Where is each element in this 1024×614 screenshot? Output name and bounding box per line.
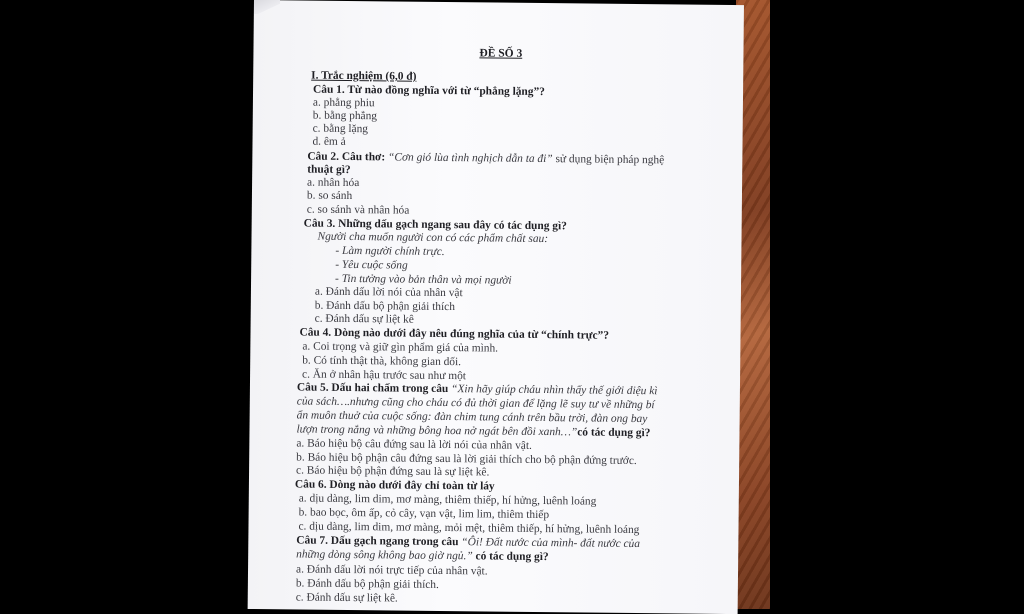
q5-line4-quote: lượn trong nắng và những bông hoa nở ngát bên đồi xanh…” — [296, 423, 578, 439]
question-1: Câu 1. Từ nào đồng nghĩa với từ “phẳng lặng”? — [313, 83, 545, 99]
q1-option-b: b. bằng phẳng — [312, 109, 378, 123]
q5-option-a: a. Báo hiệu bộ câu đứng sau là lời nói của nhân vật. — [296, 437, 532, 452]
question-4: Câu 4. Dòng nào dưới đây nêu đúng nghĩa của từ “chính trực”? — [299, 326, 610, 342]
q7-quote-2: những dòng sông không bao giờ ngủ.” — [296, 548, 473, 563]
q1-option-d: d. êm ả — [312, 135, 346, 148]
q1-option-a: a. phẳng phiu — [312, 96, 375, 110]
q2-option-b: b. so sánh — [306, 189, 353, 203]
q3-option-b: b. Đánh dấu bộ phận giải thích — [314, 299, 455, 314]
q1-option-c: c. bằng lặng — [312, 122, 369, 136]
q4-option-a: a. Coi trọng và giữ gìn phẩm giá của mình. — [302, 340, 499, 355]
paper-content — [248, 0, 744, 614]
q3-intro: Người cha muốn người con có các phẩm chất sau: — [317, 230, 549, 246]
q4-option-b: b. Có tính thật thà, không gian dối. — [302, 354, 462, 369]
q5-line2: của sách….nhưng cũng cho cháu có đủ thời gian để lặng lẽ suy tư về những bí — [296, 395, 655, 412]
q3-option-c: c. Đánh dấu sự liệt kê — [314, 312, 414, 326]
q7-tail: có tác dụng gì? — [472, 550, 549, 564]
q5-line3: ẩn muôn thuở của cuộc sống: đàn chim tung cánh trên bầu trời, đàn ong bay — [296, 409, 648, 426]
exam-paper — [248, 0, 744, 614]
q7-option-c: c. Đánh dấu sự liệt kê. — [295, 591, 398, 605]
q6-option-c: c. dịu dàng, lim dim, mơ màng, mỏi mệt, thiêm thiếp, hí hửng, luênh loáng — [298, 520, 640, 537]
section-heading: I. Trắc nghiệm (6,0 đ) — [311, 69, 417, 83]
q5-quote: “Xin hãy giúp cháu nhìn thấy thế giới diệu kì — [451, 383, 658, 398]
q2-option-c: c. so sánh và nhân hóa — [306, 203, 410, 217]
q4-option-c: c. Ăn ở nhân hậu trước sau như một — [302, 368, 467, 383]
page-title: ĐỀ SỐ 3 — [479, 47, 523, 60]
q3-dash-1: - Làm người chính trực. — [335, 244, 445, 259]
q3-dash-3: - Tin tưởng vào bản thân và mọi người — [335, 272, 512, 287]
q3-dash-2: - Yêu cuộc sống — [335, 258, 408, 272]
question-2 — [307, 151, 664, 168]
q2-tail: sử dụng biện pháp nghệ — [552, 153, 665, 167]
q5-tail: có tác dụng gì? — [577, 426, 651, 440]
question-6: Câu 6. Dòng nào dưới đây chỉ toàn từ láy — [294, 478, 495, 493]
q6-option-b: b. bao bọc, ôm ấp, cỏ cây, vạn vật, lim lim, thiêm thiếp — [298, 506, 550, 522]
q2-option-a: a. nhân hóa — [307, 176, 360, 190]
question-2-line2: thuật gì? — [307, 163, 351, 177]
q2-lead: Câu 2. Câu thơ: — [307, 150, 389, 164]
q5-lead: Câu 5. Dấu hai chấm trong câu — [296, 381, 452, 396]
q2-quote: “Cơn gió lùa tình nghịch dẫn ta đi” — [387, 151, 553, 166]
q3-option-a: a. Đánh dấu lời nói của nhân vật — [314, 285, 463, 300]
paper-corner — [254, 0, 280, 14]
q7-option-b: b. Đánh dấu bộ phận giải thích. — [295, 577, 439, 591]
q5-option-c: c. Báo hiệu bộ phận đứng sau là sự liệt kê. — [296, 464, 490, 479]
question-3: Câu 3. Những dấu gạch ngang sau đây có tác dụng gì? — [303, 217, 567, 233]
q5-option-b: b. Báo hiệu bộ phận câu đứng sau là lời giải thích cho bộ phận đứng trước. — [296, 451, 637, 468]
q7-option-a: a. Đánh dấu lời nói trực tiếp của nhân vật. — [295, 563, 488, 578]
q6-option-a: a. dịu dàng, lim dim, mơ màng, thiêm thiếp, hí hửng, luênh loáng — [298, 492, 597, 508]
q7-lead: Câu 7. Dấu gạch ngang trong câu — [296, 534, 462, 549]
q7-quote: “Ôi! Đất nước của mình- đất nước của — [461, 536, 641, 551]
question-7-line2 — [296, 548, 549, 564]
